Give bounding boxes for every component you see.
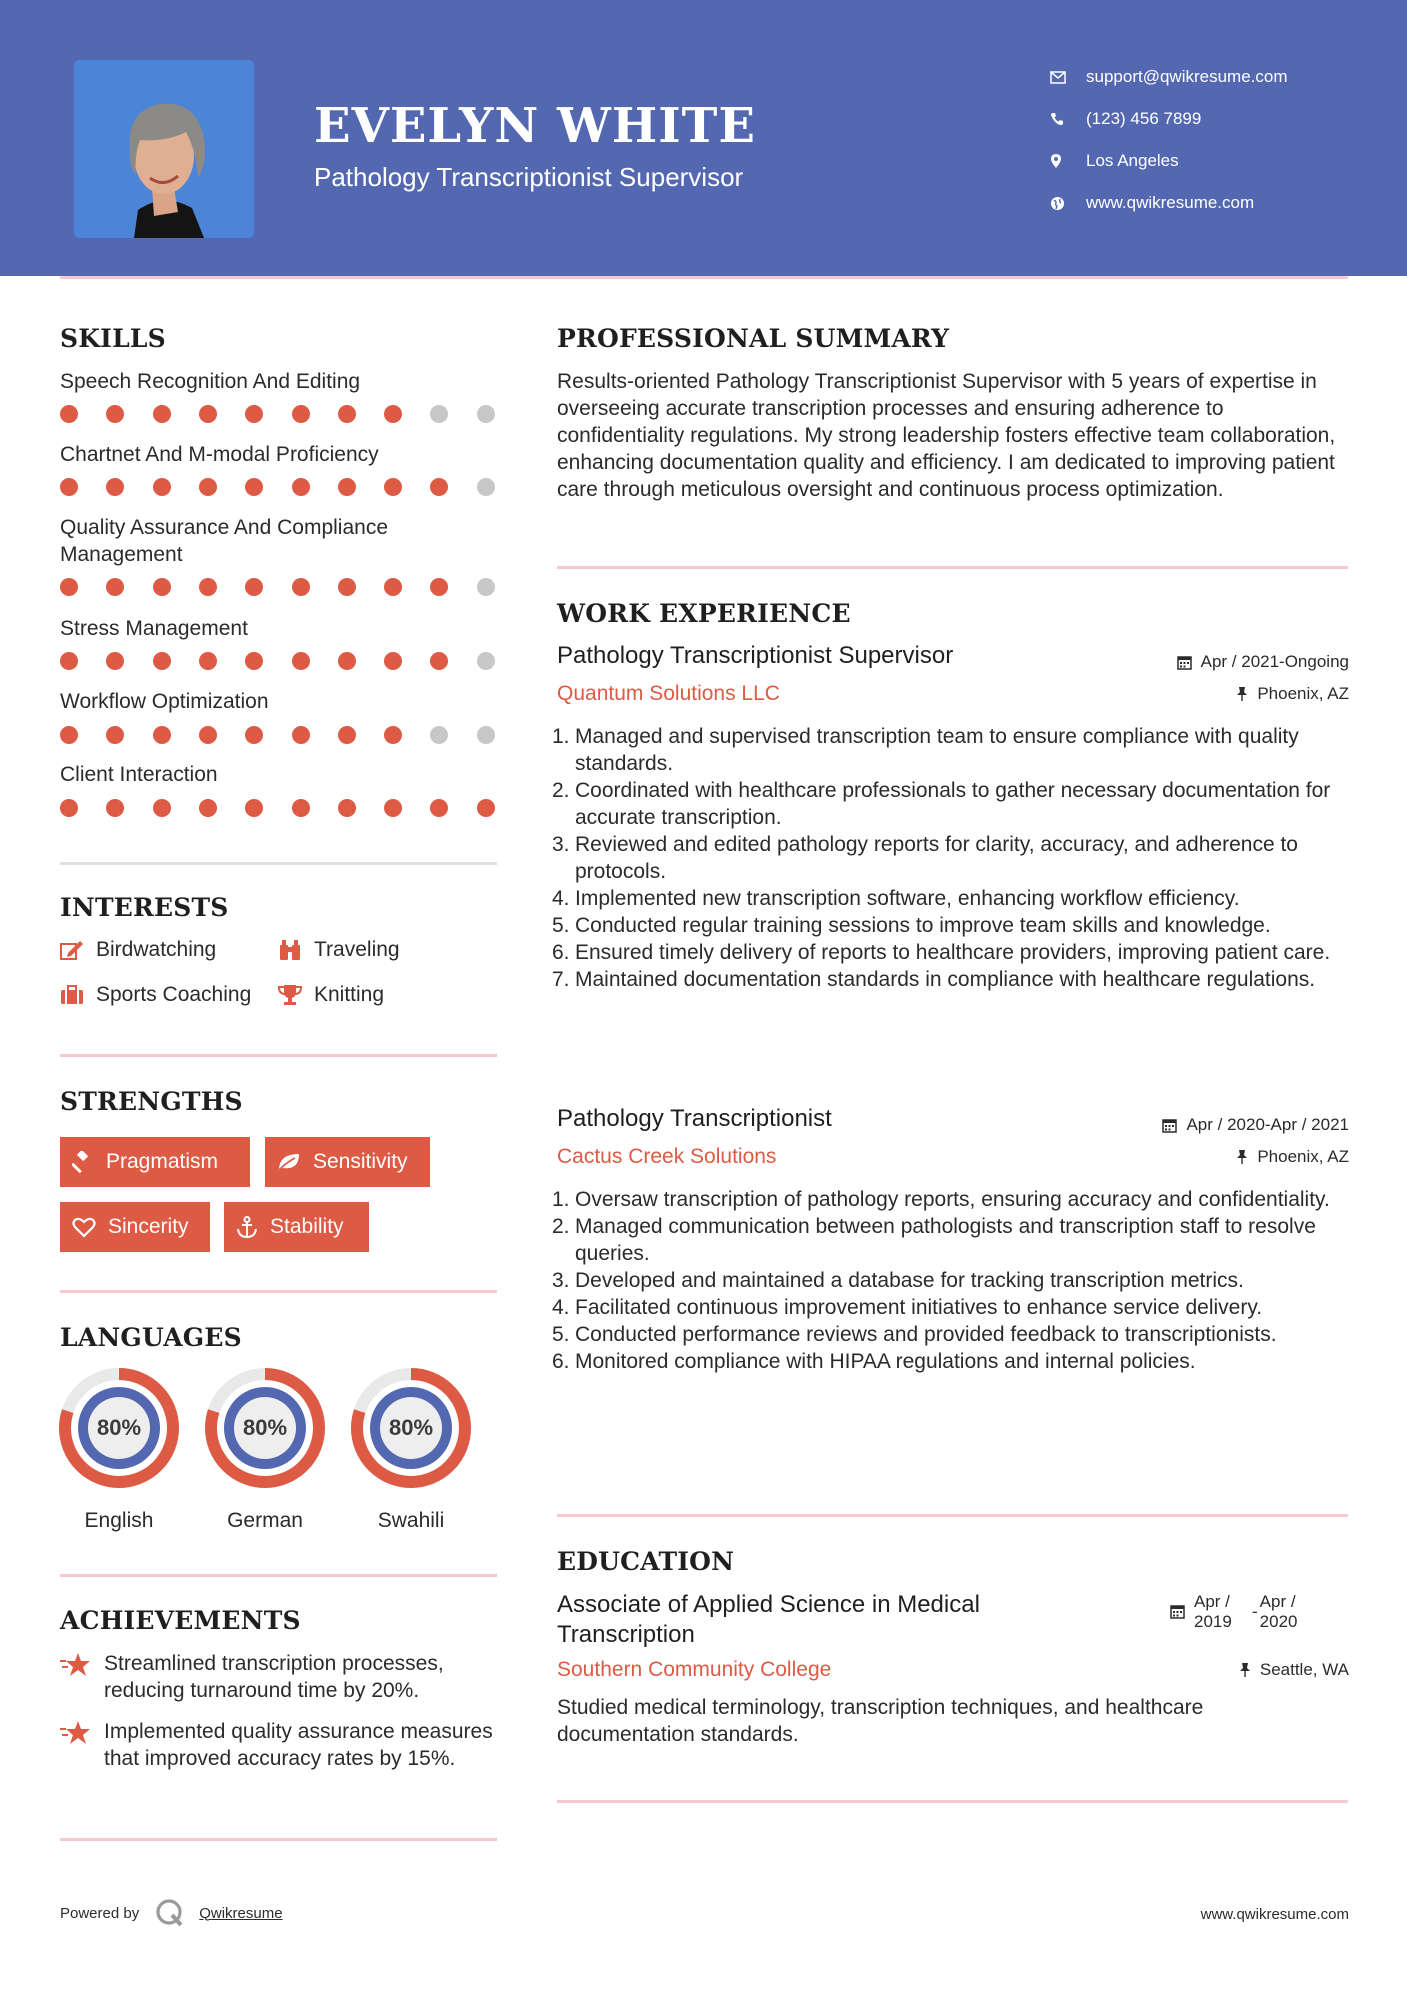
strengths-heading: STRENGTHS — [60, 1087, 243, 1116]
bullet-number: 6. — [552, 1350, 570, 1373]
rating-dot-filled — [384, 578, 402, 596]
candidate-title: Pathology Transcriptionist Supervisor — [314, 162, 744, 192]
job-bullet — [552, 966, 1352, 993]
rating-dot-filled — [292, 478, 310, 496]
job-location — [1236, 1147, 1349, 1167]
education-heading: EDUCATION — [557, 1547, 735, 1576]
candidate-name: EVELYN WHITE — [314, 98, 756, 154]
qwikresume-logo-icon — [155, 1898, 185, 1928]
achievement-item — [60, 1718, 500, 1772]
education-date-separator: - — [1252, 1602, 1258, 1621]
job-dates — [1177, 652, 1349, 672]
achievement-text: Streamlined transcription processes, reducing turnaround time by 20%. — [104, 1652, 444, 1702]
skill-rating — [60, 478, 500, 498]
education-location-text: Seattle, WA — [1259, 1660, 1349, 1679]
skill-rating — [60, 405, 500, 425]
section-divider — [60, 1290, 497, 1293]
briefcase-icon — [60, 985, 96, 1005]
rating-dot-filled — [384, 478, 402, 496]
leaf-icon — [277, 1152, 301, 1172]
contact-email-text: support@qwikresume.com — [1086, 67, 1288, 86]
phone-icon — [1050, 112, 1086, 126]
star-badge-icon — [60, 1650, 104, 1704]
language-name: English — [84, 1509, 154, 1532]
bullet-text: Ensured timely delivery of reports to healthcare providers, improving patient care. — [575, 941, 1331, 964]
rating-dot-filled — [153, 799, 171, 817]
language-percent: 80% — [242, 1415, 288, 1440]
rating-dot-filled — [338, 799, 356, 817]
section-divider — [60, 1574, 497, 1577]
job-bullet — [552, 1186, 1352, 1213]
job-bullet — [552, 1321, 1352, 1348]
bullet-text: Facilitated continuous improvement initiatives to enhance service delivery. — [575, 1296, 1263, 1319]
bullet-text: Conducted performance reviews and provided feedback to transcriptionists. — [575, 1323, 1277, 1346]
heart-icon — [72, 1217, 96, 1238]
anchor-icon — [236, 1216, 258, 1238]
section-divider — [557, 1514, 1348, 1517]
pushpin-icon — [1236, 686, 1248, 702]
strength-tag — [265, 1137, 430, 1187]
bullet-number: 1. — [552, 1188, 570, 1211]
rating-dot-filled — [245, 726, 263, 744]
education-date-start: Apr / 2019 — [1194, 1592, 1232, 1631]
job-bullet — [552, 723, 1352, 777]
job-bullet — [552, 912, 1352, 939]
bullet-number: 4. — [552, 1296, 570, 1319]
degree-title: Associate of Applied Science in Medical Transcription — [557, 1591, 980, 1648]
bullet-number: 5. — [552, 914, 570, 937]
rating-dot-empty — [477, 652, 495, 670]
achievements-heading: ACHIEVEMENTS — [60, 1606, 301, 1635]
rating-dot-filled — [60, 405, 78, 423]
bullet-number: 7. — [552, 968, 570, 991]
skill-name: Stress Management — [60, 617, 248, 640]
job-bullets — [552, 723, 1352, 993]
rating-dot-filled — [338, 652, 356, 670]
interest-label: Birdwatching — [96, 938, 217, 961]
education-date-end: Apr / 2020 — [1259, 1592, 1298, 1631]
rating-dot-filled — [60, 799, 78, 817]
rating-dot-empty — [430, 726, 448, 744]
calendar-icon — [1162, 1118, 1177, 1133]
skill-rating — [60, 726, 500, 746]
bullet-number: 2. — [552, 779, 570, 802]
skill-name: Workflow Optimization — [60, 690, 269, 713]
interest-label: Sports Coaching — [96, 983, 252, 1006]
interest-item — [60, 983, 251, 1007]
strength-label: Sensitivity — [313, 1150, 408, 1173]
skill-name: Client Interaction — [60, 763, 218, 786]
contact-website-text: www.qwikresume.com — [1086, 193, 1255, 212]
job-title: Pathology Transcriptionist — [557, 1105, 832, 1132]
rating-dot-filled — [153, 726, 171, 744]
interests-heading: INTERESTS — [60, 893, 229, 922]
strength-label: Pragmatism — [106, 1150, 219, 1173]
trophy-icon — [278, 984, 314, 1006]
job-bullet — [552, 1348, 1352, 1375]
skill-name: Chartnet And M-modal Proficiency — [60, 443, 379, 466]
contact-location — [1050, 140, 1288, 182]
education-dates — [1170, 1592, 1304, 1632]
rating-dot-filled — [245, 405, 263, 423]
skills-heading: SKILLS — [60, 324, 166, 353]
rating-dot-filled — [60, 478, 78, 496]
rating-dot-filled — [60, 652, 78, 670]
star-badge-icon — [60, 1718, 104, 1772]
achievement-text: Implemented quality assurance measures that improved accuracy rates by 15%. — [104, 1720, 493, 1770]
summary-heading: PROFESSIONAL SUMMARY — [557, 324, 950, 353]
gavel-icon — [72, 1151, 94, 1173]
rating-dot-filled — [292, 726, 310, 744]
rating-dot-filled — [292, 405, 310, 423]
section-divider — [60, 1054, 497, 1057]
contact-phone[interactable] — [1050, 98, 1288, 140]
job-bullets — [552, 1186, 1352, 1375]
education-location — [1239, 1660, 1349, 1680]
language-item — [57, 1366, 181, 1533]
powered-by-text: Powered by — [60, 1904, 140, 1922]
strength-tag — [60, 1137, 250, 1187]
achievement-item — [60, 1650, 500, 1704]
pushpin-icon — [1239, 1662, 1251, 1678]
rating-dot-filled — [430, 578, 448, 596]
skill-name: Speech Recognition And Editing — [60, 370, 361, 393]
bullet-number: 3. — [552, 833, 570, 856]
rating-dot-empty — [477, 726, 495, 744]
languages-heading: LANGUAGES — [60, 1323, 242, 1352]
rating-dot-filled — [199, 578, 217, 596]
interest-item — [278, 983, 384, 1007]
bullet-number: 1. — [552, 725, 570, 748]
job-dates — [1162, 1115, 1349, 1135]
school-name: Southern Community College — [557, 1658, 832, 1681]
rating-dot-filled — [338, 578, 356, 596]
globe-icon — [1050, 196, 1086, 211]
rating-dot-filled — [245, 652, 263, 670]
rating-dot-filled — [430, 478, 448, 496]
rating-dot-filled — [106, 652, 124, 670]
job-bullet — [552, 777, 1352, 831]
job-bullet — [552, 831, 1352, 885]
bullet-text: Monitored compliance with HIPAA regulations and internal policies. — [575, 1350, 1196, 1373]
rating-dot-filled — [199, 478, 217, 496]
rating-dot-filled — [106, 478, 124, 496]
rating-dot-empty — [477, 478, 495, 496]
skill-rating — [60, 578, 500, 598]
interest-item — [278, 938, 400, 962]
rating-dot-filled — [292, 799, 310, 817]
job-bullet — [552, 1213, 1352, 1267]
section-divider — [557, 1800, 1348, 1803]
pushpin-icon — [1236, 1149, 1248, 1165]
bullet-number: 2. — [552, 1215, 570, 1238]
rating-dot-filled — [338, 726, 356, 744]
rating-dot-filled — [430, 652, 448, 670]
rating-dot-filled — [245, 578, 263, 596]
bullet-number: 5. — [552, 1323, 570, 1346]
bullet-number: 3. — [552, 1269, 570, 1292]
rating-dot-filled — [60, 578, 78, 596]
summary-text: Results-oriented Pathology Transcriptionist Supervisor with 5 years of expertise in overseeing accurate transcription processes and ensuring adherence to confidentiality regulations. My strong leadership fosters effective team collaboration, enhancing documentation quality and efficiency. I am dedicated to improving patient care through meticulous oversight and continuous process optimization. — [557, 370, 1336, 501]
rating-dot-filled — [106, 726, 124, 744]
language-percent: 80% — [96, 1415, 142, 1440]
bullet-number: 6. — [552, 941, 570, 964]
footer-powered-by — [60, 1898, 283, 1928]
interest-label: Traveling — [314, 938, 400, 961]
strength-label: Stability — [270, 1215, 344, 1238]
bullet-number: 4. — [552, 887, 570, 910]
rating-dot-empty — [477, 405, 495, 423]
rating-dot-filled — [384, 405, 402, 423]
rating-dot-filled — [153, 652, 171, 670]
section-divider — [557, 566, 1348, 569]
section-divider — [60, 862, 497, 865]
envelope-icon — [1050, 71, 1086, 84]
rating-dot-filled — [199, 652, 217, 670]
rating-dot-filled — [106, 578, 124, 596]
rating-dot-empty — [477, 578, 495, 596]
header-divider — [60, 276, 1348, 279]
language-ring — [57, 1366, 181, 1490]
rating-dot-filled — [338, 478, 356, 496]
contact-website[interactable] — [1050, 182, 1288, 224]
skill-rating — [60, 799, 500, 819]
rating-dot-empty — [430, 405, 448, 423]
bullet-text: Reviewed and edited pathology reports for clarity, accuracy, and adherence to protocols. — [575, 833, 1298, 883]
skill-rating — [60, 652, 500, 672]
job-dates-text: Apr / 2021-Ongoing — [1200, 652, 1349, 671]
job-title: Pathology Transcriptionist Supervisor — [557, 642, 954, 669]
location-pin-icon — [1050, 153, 1086, 169]
rating-dot-filled — [384, 726, 402, 744]
rating-dot-filled — [153, 478, 171, 496]
bullet-text: Managed communication between pathologists and transcription staff to resolve queries. — [575, 1215, 1316, 1265]
rating-dot-filled — [384, 799, 402, 817]
language-percent: 80% — [388, 1415, 434, 1440]
bullet-text: Managed and supervised transcription team to ensure compliance with quality standards. — [575, 725, 1299, 775]
rating-dot-filled — [245, 799, 263, 817]
rating-dot-filled — [199, 405, 217, 423]
interest-item — [60, 938, 216, 962]
binoculars-icon — [278, 939, 314, 961]
section-divider — [60, 1838, 497, 1841]
pencil-icon — [60, 940, 96, 960]
rating-dot-filled — [338, 405, 356, 423]
language-item — [203, 1366, 327, 1533]
rating-dot-filled — [199, 726, 217, 744]
interest-label: Knitting — [314, 983, 385, 1006]
calendar-icon — [1170, 1592, 1185, 1632]
profile-photo — [74, 60, 254, 238]
contact-list — [1050, 56, 1288, 224]
language-name: Swahili — [377, 1509, 445, 1532]
company-name: Cactus Creek Solutions — [557, 1145, 777, 1168]
strength-tag — [224, 1202, 369, 1252]
qwikresume-link[interactable]: Qwikresume — [199, 1904, 283, 1922]
job-location — [1236, 684, 1349, 704]
experience-heading: WORK EXPERIENCE — [557, 599, 851, 628]
rating-dot-filled — [106, 799, 124, 817]
language-ring — [203, 1366, 327, 1490]
rating-dot-filled — [430, 799, 448, 817]
bullet-text: Maintained documentation standards in compliance with healthcare regulations. — [575, 968, 1316, 991]
rating-dot-filled — [477, 799, 495, 817]
bullet-text: Oversaw transcription of pathology reports, ensuring accuracy and confidentiality. — [575, 1188, 1330, 1211]
skill-name: Quality Assurance And Compliance Management — [60, 516, 389, 566]
rating-dot-filled — [384, 652, 402, 670]
company-name: Quantum Solutions LLC — [557, 682, 780, 705]
contact-phone-text: (123) 456 7899 — [1086, 109, 1202, 128]
rating-dot-filled — [153, 405, 171, 423]
job-location-text: Phoenix, AZ — [1257, 684, 1349, 703]
job-bullet — [552, 885, 1352, 912]
job-bullet — [552, 1267, 1352, 1294]
contact-location-text: Los Angeles — [1086, 151, 1179, 170]
job-bullet — [552, 1294, 1352, 1321]
strength-tag — [60, 1202, 210, 1252]
language-item — [349, 1366, 473, 1533]
rating-dot-filled — [292, 578, 310, 596]
bullet-text: Coordinated with healthcare professionals to gather necessary documentation for accurate transcription. — [575, 779, 1331, 829]
education-description: Studied medical terminology, transcription techniques, and healthcare documentation standards. — [557, 1696, 1204, 1746]
contact-email[interactable] — [1050, 56, 1288, 98]
bullet-text: Conducted regular training sessions to improve team skills and knowledge. — [575, 914, 1271, 937]
footer-website[interactable]: www.qwikresume.com — [1200, 1906, 1349, 1923]
bullet-text: Developed and maintained a database for tracking transcription metrics. — [575, 1269, 1244, 1292]
rating-dot-filled — [60, 726, 78, 744]
bullet-text: Implemented new transcription software, enhancing workflow efficiency. — [575, 887, 1240, 910]
job-location-text: Phoenix, AZ — [1257, 1147, 1349, 1166]
rating-dot-filled — [106, 405, 124, 423]
strength-label: Sincerity — [108, 1215, 189, 1238]
job-bullet — [552, 939, 1352, 966]
rating-dot-filled — [245, 478, 263, 496]
language-ring — [349, 1366, 473, 1490]
language-name: German — [227, 1509, 303, 1532]
calendar-icon — [1177, 655, 1192, 670]
rating-dot-filled — [292, 652, 310, 670]
job-dates-text: Apr / 2020-Apr / 2021 — [1186, 1115, 1349, 1134]
rating-dot-filled — [153, 578, 171, 596]
rating-dot-filled — [199, 799, 217, 817]
